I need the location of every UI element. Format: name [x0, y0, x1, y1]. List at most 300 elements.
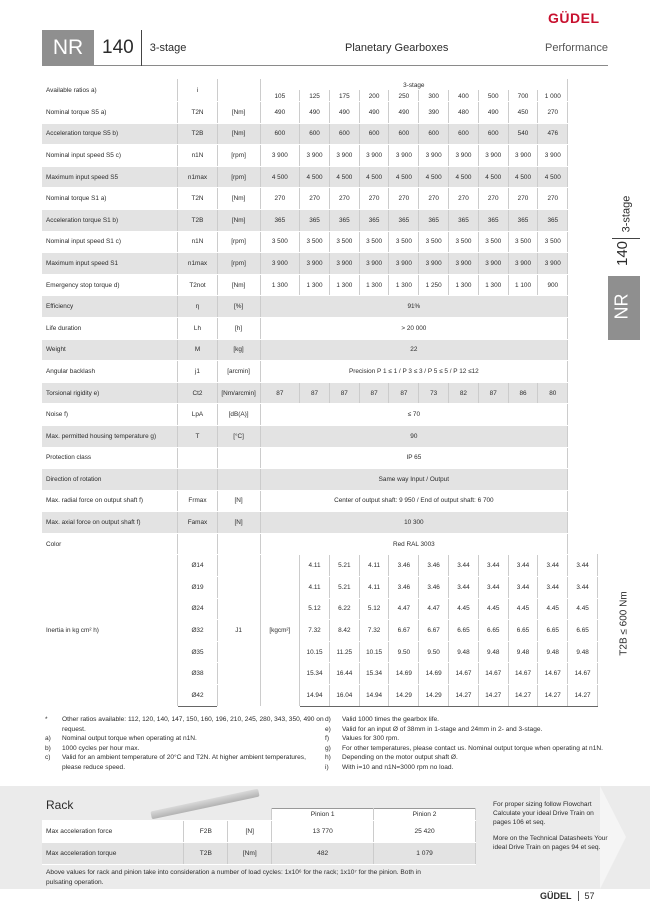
- cell-value: Same way Input / Output: [260, 469, 568, 491]
- cell-value: 4.47: [389, 598, 419, 620]
- cell-value: 270: [508, 188, 538, 210]
- performance-table: [42, 79, 598, 707]
- rack-note: Above values for rack and pinion take into consideration a number of load cycles: 1x10⁶ for the rack; 1x10⁷ for the pinion. Both in pulsating operation.: [46, 869, 421, 886]
- cell-value: 3 900: [260, 145, 300, 167]
- cell-value: 14.67: [508, 663, 538, 685]
- cell-value: 3 900: [508, 145, 538, 167]
- cell-value: 6.67: [389, 620, 419, 642]
- cell-value: 4.45: [508, 598, 538, 620]
- cell-value: 3 900: [419, 145, 449, 167]
- cell-value: 5.12: [359, 598, 389, 620]
- cell-value: 1 300: [300, 274, 330, 296]
- cell-value: 3 500: [419, 231, 449, 253]
- cell-value: 9.50: [419, 641, 449, 663]
- cell-value: 3 900: [300, 253, 330, 275]
- shaft-diameter: Ø38: [178, 663, 217, 685]
- table-row: [42, 469, 598, 491]
- sizing-info: [493, 800, 613, 858]
- cell-value: 3 500: [478, 231, 508, 253]
- footnote: * Other ratios available: 112, 120, 140, 147, 150, 160, 196, 210, 245, 280, 343, 350, 490 on request.: [45, 716, 324, 733]
- cell-value: 87: [359, 382, 389, 404]
- cell-value: 3.44: [568, 577, 598, 599]
- row-symbol: T2B: [178, 123, 217, 145]
- footnote: e) Valid for an input Ø of 38mm in 1-stage and 24mm in 2- and 3-stage.: [325, 725, 543, 733]
- side-tab-torque-class: T2B ≤ 600 Nm: [618, 591, 630, 656]
- cell-value: 600: [449, 123, 479, 145]
- shaft-diameter: Ø24: [178, 598, 217, 620]
- cell-value: 4.45: [449, 598, 479, 620]
- cell-value: 600: [389, 123, 419, 145]
- cell-value: 270: [538, 188, 568, 210]
- cell-value: 4 500: [359, 166, 389, 188]
- cell-value: 3.44: [478, 577, 508, 599]
- row-unit: [Nm]: [217, 188, 260, 210]
- row-label: Nominal input speed S5 c): [42, 145, 178, 167]
- cell-value: 87: [389, 382, 419, 404]
- cell-value: 5.12: [300, 598, 330, 620]
- cell-value: 3 900: [389, 253, 419, 275]
- row-symbol: T2N: [178, 188, 217, 210]
- cell-value: 3.46: [389, 555, 419, 577]
- cell-value: 270: [389, 188, 419, 210]
- cell-value: 480: [449, 102, 479, 124]
- cell-value: 3 500: [260, 231, 300, 253]
- rack-table: [42, 808, 476, 865]
- page-title: Planetary Gearboxes: [345, 41, 449, 54]
- cell-value: 4.45: [478, 598, 508, 620]
- cell-value: 8.42: [329, 620, 359, 642]
- cell-value: Center of output shaft: 9 950 / End of output shaft: 6 700: [260, 490, 568, 512]
- rack-col-pinion1: Pinion 1: [272, 809, 374, 821]
- cell-value: 3.46: [419, 577, 449, 599]
- cell-value: 3 900: [260, 253, 300, 275]
- cell-value: 3 900: [478, 253, 508, 275]
- cell-value: 82: [449, 382, 479, 404]
- cell-value: 270: [538, 102, 568, 124]
- cell-value: 3.44: [538, 555, 568, 577]
- size-label: 140: [94, 30, 142, 66]
- row-label: Nominal torque S1 a): [42, 188, 178, 210]
- row-symbol: Famax: [178, 512, 217, 534]
- cell-value: 3.46: [389, 577, 419, 599]
- table-row: Max acceleration force F2B [N] 13 770 25 420: [42, 821, 476, 843]
- row-symbol: [178, 447, 217, 469]
- row-label: Efficiency: [42, 296, 178, 318]
- row-symbol: Frmax: [178, 490, 217, 512]
- cell-value: 1 300: [478, 274, 508, 296]
- table-row: [42, 361, 598, 383]
- row-label: Maximum input speed S5: [42, 166, 178, 188]
- row-symbol: n1N: [178, 231, 217, 253]
- cell-value: 4 500: [419, 166, 449, 188]
- row-label: Direction of rotation: [42, 469, 178, 491]
- stage-label: 3-stage: [149, 41, 187, 54]
- footnote: a) Nominal output torque when operating at n1N.: [45, 735, 197, 743]
- table-row: [42, 102, 598, 124]
- table-row: [42, 382, 598, 404]
- cell-value: 14.69: [419, 663, 449, 685]
- cell-value: 476: [538, 123, 568, 145]
- cell-value: 14.67: [538, 663, 568, 685]
- cell-value: 3.44: [449, 577, 479, 599]
- row-symbol: LpA: [178, 404, 217, 426]
- cell-value: 1 100: [508, 274, 538, 296]
- cell-value: 10 300: [260, 512, 568, 534]
- cell-value: 4 500: [508, 166, 538, 188]
- cell-value: 600: [359, 123, 389, 145]
- row-label: Torsional rigidity e): [42, 382, 178, 404]
- row-unit: [217, 469, 260, 491]
- row-unit: [Nm/arcmin]: [217, 382, 260, 404]
- cell-value: IP 65: [260, 447, 568, 469]
- cell-value: 80: [538, 382, 568, 404]
- cell-value: 14.67: [449, 663, 479, 685]
- table-row: [42, 296, 598, 318]
- cell-value: 4 500: [389, 166, 419, 188]
- cell-value: 3 500: [300, 231, 330, 253]
- cell-value: 87: [329, 382, 359, 404]
- cell-value: 1 300: [329, 274, 359, 296]
- cell-value: 9.48: [478, 641, 508, 663]
- cell-value: 6.65: [538, 620, 568, 642]
- row-symbol: [178, 533, 217, 555]
- row-label: Emergency stop torque d): [42, 274, 178, 296]
- row-label: Noise f): [42, 404, 178, 426]
- cell-value: 3 500: [449, 231, 479, 253]
- page-header: [42, 30, 608, 66]
- row-unit: [217, 533, 260, 555]
- cell-value: 3 900: [478, 145, 508, 167]
- cell-value: 14.94: [300, 685, 330, 707]
- row-symbol: n1max: [178, 253, 217, 275]
- cell-value: > 20 000: [260, 317, 568, 339]
- footnote: b) 1000 cycles per hour max.: [45, 744, 140, 752]
- cell-value: 6.65: [568, 620, 598, 642]
- row-label: Nominal torque S5 a): [42, 102, 178, 124]
- ratios-symbol: i: [178, 80, 217, 102]
- cell-value: 1 300: [260, 274, 300, 296]
- row-symbol: T2N: [178, 102, 217, 124]
- sizing-flowchart-link[interactable]: For proper sizing follow Flowchart Calculate your ideal Drive Train on pages 106 et seq.: [493, 801, 594, 827]
- cell-value: 365: [389, 209, 419, 231]
- row-unit: [rpm]: [217, 166, 260, 188]
- cell-value: 87: [260, 382, 300, 404]
- row-unit: [Nm]: [217, 102, 260, 124]
- cell-value: 365: [359, 209, 389, 231]
- cell-value: 15.34: [359, 663, 389, 685]
- cell-value: 4 500: [478, 166, 508, 188]
- cell-value: 365: [478, 209, 508, 231]
- cell-value: 365: [329, 209, 359, 231]
- footnotes-left: [45, 715, 325, 773]
- footnote: f) Values for 300 rpm.: [325, 735, 400, 743]
- rack-title: Rack: [46, 798, 74, 812]
- sizing-datasheet-link[interactable]: More on the Technical Datasheets Your ideal Drive Train on pages 94 et seq.: [493, 834, 608, 851]
- cell-value: 4.45: [568, 598, 598, 620]
- cell-value: 3 900: [329, 253, 359, 275]
- row-unit: [arcmin]: [217, 361, 260, 383]
- row-unit: [Nm]: [217, 274, 260, 296]
- cell-value: 490: [300, 102, 330, 124]
- footnotes-right: [325, 715, 605, 773]
- cell-value: 14.27: [508, 685, 538, 707]
- cell-value: 900: [538, 274, 568, 296]
- cell-value: 4.11: [300, 577, 330, 599]
- cell-value: 9.48: [449, 641, 479, 663]
- row-unit: [Nm]: [217, 123, 260, 145]
- ratio-value: 300: [419, 91, 449, 102]
- cell-value: Red RAL 3003: [260, 533, 568, 555]
- section-label: Performance: [545, 41, 608, 54]
- cell-value: 6.65: [508, 620, 538, 642]
- cell-value: 4.47: [419, 598, 449, 620]
- ratio-value: 105: [260, 91, 300, 102]
- shaft-diameter: Ø19: [178, 577, 217, 599]
- cell-value: 3 900: [419, 253, 449, 275]
- ratios-label: Available ratios a): [42, 80, 178, 102]
- row-symbol: Lh: [178, 317, 217, 339]
- row-symbol: n1N: [178, 145, 217, 167]
- cell-value: 4.45: [538, 598, 568, 620]
- cell-value: 3 900: [508, 253, 538, 275]
- cell-value: 1 300: [359, 274, 389, 296]
- inertia-label: Inertia in kg cm² h): [42, 555, 178, 706]
- cell-value: 3 500: [538, 231, 568, 253]
- footnote: g) For other temperatures, please contact us. Nominal output torque when operating at n1N.: [325, 744, 603, 752]
- shaft-diameter: Ø14: [178, 555, 217, 577]
- row-symbol: n1max: [178, 166, 217, 188]
- row-unit: [h]: [217, 317, 260, 339]
- cell-value: 3.44: [568, 555, 598, 577]
- row-unit: [217, 447, 260, 469]
- row-unit: [kg]: [217, 339, 260, 361]
- ratio-value: 1 000: [538, 91, 568, 102]
- cell-value: 10.15: [359, 641, 389, 663]
- cell-value: 270: [359, 188, 389, 210]
- footnote: i) With i=10 and n1N=3000 rpm no load.: [325, 763, 454, 771]
- cell-value: 87: [478, 382, 508, 404]
- cell-value: 14.67: [478, 663, 508, 685]
- row-symbol: [178, 469, 217, 491]
- table-row: [42, 166, 598, 188]
- footnote: c) Valid for an ambient temperature of 20°C and T2N. At higher ambient temperatures, please reduce speed.: [45, 754, 306, 771]
- row-symbol: M: [178, 339, 217, 361]
- cell-value: 14.94: [359, 685, 389, 707]
- cell-value: 600: [478, 123, 508, 145]
- rack-col-pinion2: Pinion 2: [374, 809, 476, 821]
- row-unit: [N]: [217, 512, 260, 534]
- cell-value: 1 250: [419, 274, 449, 296]
- table-row: [42, 145, 598, 167]
- cell-value: 14.27: [478, 685, 508, 707]
- cell-value: 7.32: [359, 620, 389, 642]
- cell-value: 490: [329, 102, 359, 124]
- cell-value: 6.65: [478, 620, 508, 642]
- shaft-diameter: Ø42: [178, 685, 217, 707]
- cell-value: 3.44: [449, 555, 479, 577]
- row-label: Angular backlash: [42, 361, 178, 383]
- cell-value: 490: [359, 102, 389, 124]
- inertia-row: [42, 555, 598, 577]
- ratio-value: 250: [389, 91, 419, 102]
- row-unit: [rpm]: [217, 231, 260, 253]
- cell-value: 365: [508, 209, 538, 231]
- cell-value: 450: [508, 102, 538, 124]
- cell-value: 9.48: [508, 641, 538, 663]
- side-tab-nr: NR: [608, 276, 640, 340]
- table-row: [42, 490, 598, 512]
- table-row: [42, 447, 598, 469]
- ratio-value: 400: [449, 91, 479, 102]
- cell-value: 490: [389, 102, 419, 124]
- cell-value: 4.11: [300, 555, 330, 577]
- cell-value: 3.44: [508, 555, 538, 577]
- cell-value: 14.29: [389, 685, 419, 707]
- row-symbol: η: [178, 296, 217, 318]
- row-label: Max. radial force on output shaft f): [42, 490, 178, 512]
- series-badge: NR: [42, 30, 94, 66]
- cell-value: 4 500: [300, 166, 330, 188]
- cell-value: 5.21: [329, 555, 359, 577]
- footnote: h) Depending on the motor output shaft Ø.: [325, 754, 458, 762]
- stage-header: 3-stage: [260, 80, 568, 91]
- cell-value: 3 900: [329, 145, 359, 167]
- cell-value: 3 900: [359, 145, 389, 167]
- row-unit: [°C]: [217, 425, 260, 447]
- table-row: [42, 231, 598, 253]
- row-label: Protection class: [42, 447, 178, 469]
- table-row: [42, 339, 598, 361]
- table-row: [42, 253, 598, 275]
- cell-value: 3 500: [359, 231, 389, 253]
- cell-value: 4.11: [359, 577, 389, 599]
- cell-value: 365: [260, 209, 300, 231]
- footnote: d) Valid 1000 times the gearbox life.: [325, 716, 440, 723]
- row-label: Weight: [42, 339, 178, 361]
- cell-value: 16.44: [329, 663, 359, 685]
- cell-value: 540: [508, 123, 538, 145]
- cell-value: 490: [478, 102, 508, 124]
- ratio-value: 500: [478, 91, 508, 102]
- cell-value: 3.46: [419, 555, 449, 577]
- ratio-value: 700: [508, 91, 538, 102]
- cell-value: 270: [260, 188, 300, 210]
- row-symbol: T: [178, 425, 217, 447]
- table-row: [42, 123, 598, 145]
- cell-value: 5.21: [329, 577, 359, 599]
- cell-value: 11.25: [329, 641, 359, 663]
- cell-value: 86: [508, 382, 538, 404]
- cell-value: 14.29: [419, 685, 449, 707]
- cell-value: 270: [300, 188, 330, 210]
- cell-value: 3.44: [508, 577, 538, 599]
- row-label: Nominal input speed S1 c): [42, 231, 178, 253]
- cell-value: 270: [419, 188, 449, 210]
- inertia-symbol: J1: [217, 555, 260, 706]
- row-label: Color: [42, 533, 178, 555]
- shaft-diameter: Ø32: [178, 620, 217, 642]
- row-symbol: j1: [178, 361, 217, 383]
- row-label: Maximum input speed S1: [42, 253, 178, 275]
- cell-value: 9.48: [538, 641, 568, 663]
- cell-value: 22: [260, 339, 568, 361]
- inertia-unit: [kgcm²]: [260, 555, 300, 706]
- cell-value: 73: [419, 382, 449, 404]
- cell-value: 91%: [260, 296, 568, 318]
- gudel-logo: GÜDEL: [548, 10, 600, 26]
- cell-value: 270: [329, 188, 359, 210]
- footnotes: [45, 715, 605, 773]
- cell-value: 390: [419, 102, 449, 124]
- table-row: [42, 533, 598, 555]
- cell-value: 3.44: [538, 577, 568, 599]
- cell-value: 270: [478, 188, 508, 210]
- cell-value: 9.50: [389, 641, 419, 663]
- row-unit: [N]: [217, 490, 260, 512]
- cell-value: 1 300: [449, 274, 479, 296]
- cell-value: 600: [300, 123, 330, 145]
- row-unit: [dB(A)]: [217, 404, 260, 426]
- cell-value: 16.04: [329, 685, 359, 707]
- row-label: Max. permitted housing temperature g): [42, 425, 178, 447]
- row-symbol: T2not: [178, 274, 217, 296]
- cell-value: 4 500: [538, 166, 568, 188]
- cell-value: 1 300: [389, 274, 419, 296]
- cell-value: 15.34: [300, 663, 330, 685]
- row-label: Life duration: [42, 317, 178, 339]
- cell-value: 3 900: [300, 145, 330, 167]
- cell-value: 600: [260, 123, 300, 145]
- cell-value: 365: [538, 209, 568, 231]
- cell-value: 4 500: [260, 166, 300, 188]
- table-row: [42, 317, 598, 339]
- cell-value: 4 500: [329, 166, 359, 188]
- cell-value: 3 900: [389, 145, 419, 167]
- footer-brand: GÜDEL: [540, 891, 579, 901]
- cell-value: 3 500: [508, 231, 538, 253]
- table-row: [42, 512, 598, 534]
- cell-value: 14.27: [449, 685, 479, 707]
- cell-value: 87: [300, 382, 330, 404]
- cell-value: 270: [449, 188, 479, 210]
- table-row: [42, 209, 598, 231]
- table-row: [42, 425, 598, 447]
- cell-value: 600: [419, 123, 449, 145]
- cell-value: 365: [449, 209, 479, 231]
- cell-value: 3 900: [449, 253, 479, 275]
- cell-value: 3 500: [389, 231, 419, 253]
- side-tab-size: 140: [612, 238, 640, 270]
- ratio-value: 175: [329, 91, 359, 102]
- row-unit: [%]: [217, 296, 260, 318]
- side-tab-stage: 3-stage: [620, 195, 633, 233]
- cell-value: 490: [260, 102, 300, 124]
- cell-value: 3 900: [359, 253, 389, 275]
- cell-value: 3 900: [449, 145, 479, 167]
- table-row: [42, 404, 598, 426]
- table-row: Max acceleration torque T2B [Nm] 482 1 079: [42, 843, 476, 865]
- row-unit: [rpm]: [217, 145, 260, 167]
- cell-value: 3.44: [478, 555, 508, 577]
- cell-value: 6.22: [329, 598, 359, 620]
- table-row: [42, 274, 598, 296]
- cell-value: 7.32: [300, 620, 330, 642]
- cell-value: 14.67: [568, 663, 598, 685]
- cell-value: 10.15: [300, 641, 330, 663]
- page-number: 57: [584, 891, 595, 901]
- row-symbol: Ct2: [178, 382, 217, 404]
- row-label: Acceleration torque S1 b): [42, 209, 178, 231]
